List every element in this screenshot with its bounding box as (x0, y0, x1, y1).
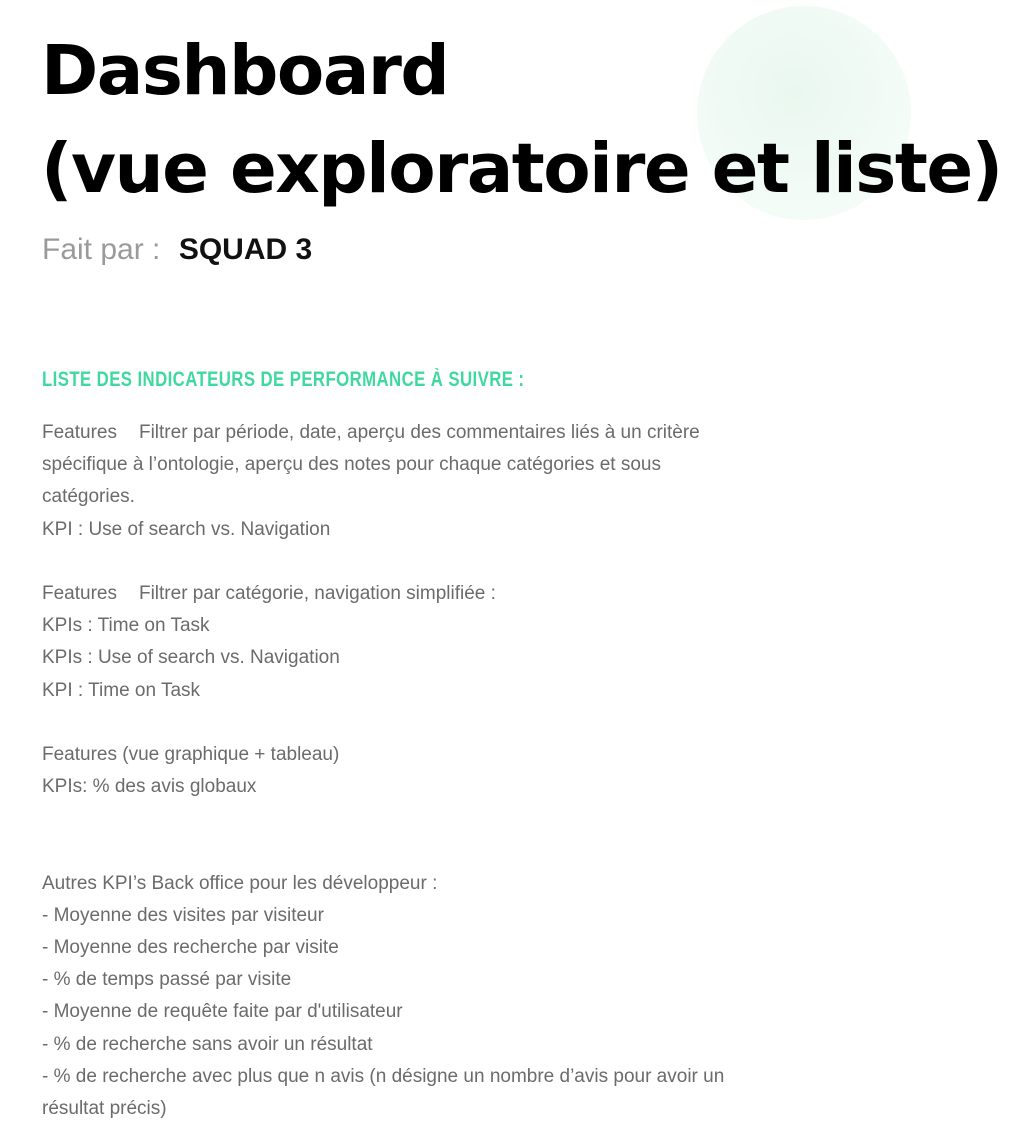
block1-text-line2: spécifique à l’ontologie, aperçu des notes pour chaque catégories et sous (42, 454, 661, 476)
block1-text-line3: catégories. (42, 486, 135, 508)
block3-feature-line: Features (vue graphique + tableau) (42, 743, 340, 765)
byline-label: Fait par : (42, 233, 161, 266)
block2-feature-text: Filtrer par catégorie, navigation simplifiée : (138, 582, 496, 604)
page-title (41, 22, 1002, 218)
byline (42, 230, 312, 270)
backoffice-item: - Moyenne de requête faite par d'utilisateur (42, 1001, 403, 1023)
backoffice-item: - Moyenne des visites par visiteur (42, 904, 324, 926)
block1-kpi: KPI : Use of search vs. Navigation (42, 518, 331, 540)
kpi-section-body (42, 417, 832, 1125)
block3-kpi: KPIs: % des avis globaux (42, 776, 257, 798)
block2-kpi2: KPIs : Use of search vs. Navigation (42, 647, 340, 669)
block1-feature-line (42, 417, 832, 449)
kpi-section-heading: LISTE DES INDICATEURS DE PERFORMANCE À SUIVRE : (42, 368, 525, 391)
page-title-line1: Dashboard (41, 31, 449, 111)
page-title-line2: (vue exploratoire et liste) (41, 129, 1002, 209)
block2-kpi3: KPI : Time on Task (42, 679, 201, 701)
backoffice-item-continuation: résultat précis) (42, 1097, 167, 1119)
backoffice-intro: Autres KPI’s Back office pour les développeur : (42, 872, 438, 894)
backoffice-item: - % de temps passé par visite (42, 969, 292, 991)
byline-author: SQUAD 3 (178, 233, 313, 266)
block2-kpi1: KPIs : Time on Task (42, 615, 210, 637)
block2-feature-line (42, 578, 832, 610)
block2-feature-label: Features (42, 582, 117, 604)
backoffice-item: - % de recherche avec plus que n avis (n désigne un nombre d’avis pour avoir un (42, 1065, 725, 1087)
backoffice-item: - Moyenne des recherche par visite (42, 937, 339, 959)
block1-feature-text: Filtrer par période, date, aperçu des commentaires liés à un critère (138, 422, 700, 443)
block1-feature-label: Features (42, 422, 117, 443)
backoffice-item: - % de recherche sans avoir un résultat (42, 1033, 373, 1055)
